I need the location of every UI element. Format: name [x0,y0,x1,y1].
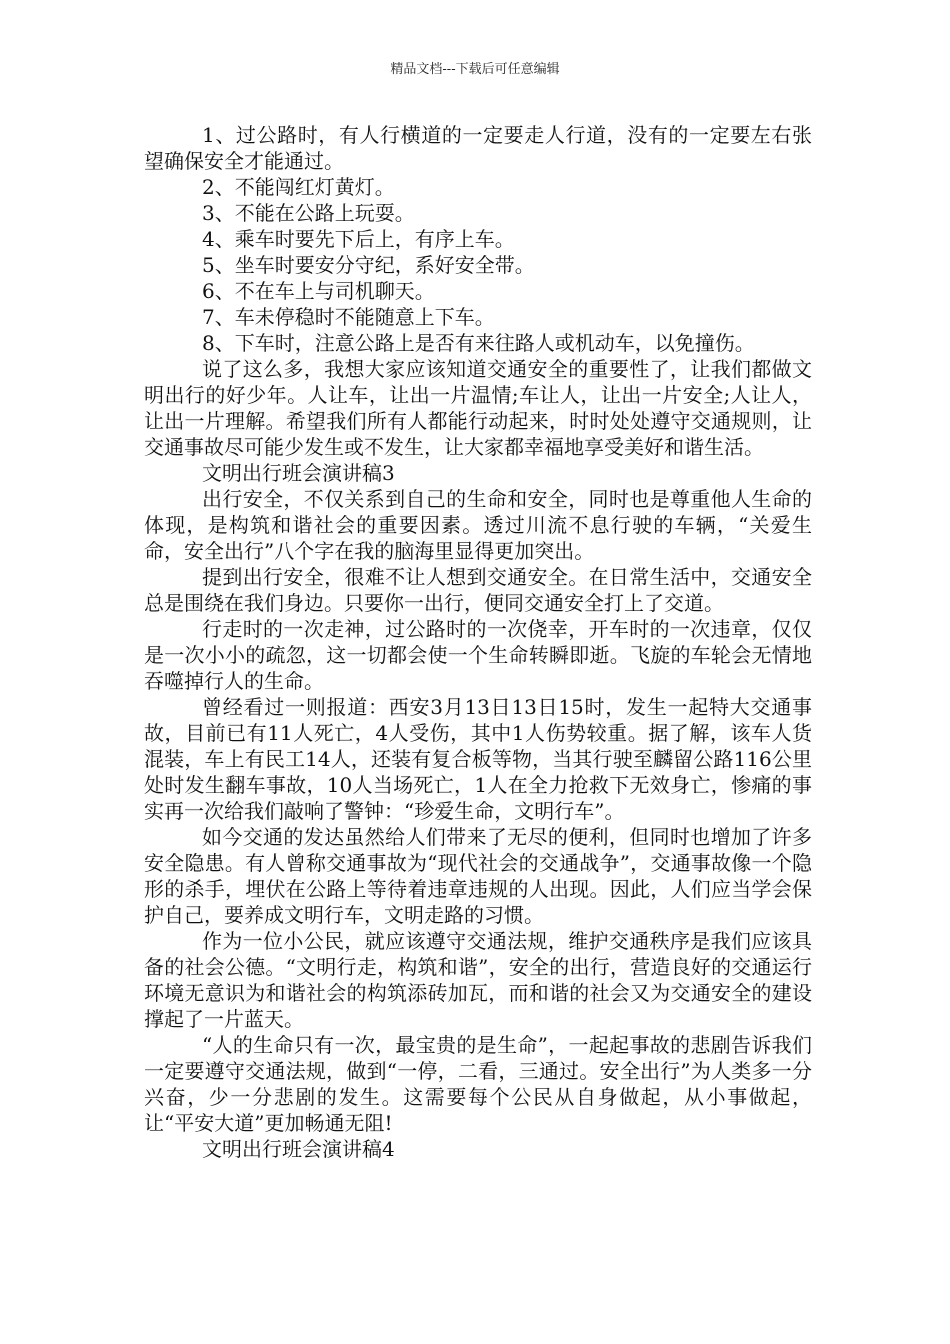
page-header: 精品文档---下载后可任意编辑 [390,62,560,77]
rule-item-2: 2、不能闯红灯黄灯。 [202,175,395,199]
speech3-title: 文明出行班会演讲稿3 [202,461,395,485]
rule-item-7: 7、车未停稳时不能随意上下车。 [202,305,495,329]
document-body [144,122,812,1162]
speech3-paragraph: 行走时的一次走神，过公路时的一次侥幸，开车时的一次违章，仅仅是一次小小的疏忽，这一切都会使一个生命转瞬即逝。飞旋的车轮会无情地吞噬掉行人的生命。 [144,617,812,693]
rule-item-6: 6、不在车上与司机聊天。 [202,279,435,303]
speech3-paragraph: 曾经看过一则报道：西安3月13日13日15时，发生一起特大交通事故，目前已有11人死亡，4人受伤，其中1人伤势较重。据了解，该车人货混装，车上有民工14人，还装有复合板等物，当其行驶至麟留公路116公里处时发生翻车事故，10人当场死亡，1人在全力抢救下无效身亡，惨痛的事实再一次给我们敲响了警钟：“珍爱生命，文明行车”。 [144,695,812,823]
speech3-paragraph: 作为一位小公民，就应该遵守交通法规，维护交通秩序是我们应该具备的社会公德。“文明行走，构筑和谐”，安全的出行，营造良好的交通运行环境无意识为和谐社会的构筑添砖加瓦，而和谐的社会又为交通安全的建设撑起了一片蓝天。 [144,929,812,1031]
rule-item-5: 5、坐车时要安分守纪，系好安全带。 [202,253,535,277]
closing-paragraph: 说了这么多，我想大家应该知道交通安全的重要性了，让我们都做文明出行的好少年。人让车，让出一片温情;车让人，让出一片安全;人让人，让出一片理解。希望我们所有人都能行动起来，时时处处遵守交通规则，让交通事故尽可能少发生或不发生，让大家都幸福地享受美好和谐生活。 [144,357,812,459]
rule-item-4: 4、乘车时要先下后上，有序上车。 [202,227,515,251]
speech3-paragraph: 如今交通的发达虽然给人们带来了无尽的便利，但同时也增加了许多安全隐患。有人曾称交通事故为“现代社会的交通战争”，交通事故像一个隐形的杀手，埋伏在公路上等待着违章违规的人出现。因此，人们应当学会保护自己，要养成文明行车，文明走路的习惯。 [144,825,812,927]
speech4-title: 文明出行班会演讲稿4 [202,1137,395,1161]
speech3-paragraph: “人的生命只有一次，最宝贵的是生命”，一起起事故的悲剧告诉我们一定要遵守交通法规，做到“一停，二看，三通过。安全出行”为人类多一分兴奋，少一分悲剧的发生。这需要每个公民从自身做起，从小事做起，让“平安大道”更加畅通无阻! [144,1033,812,1135]
rule-item-1: 1、过公路时，有人行横道的一定要走人行道，没有的一定要左右张望确保安全才能通过。 [144,123,812,173]
rule-item-3: 3、不能在公路上玩耍。 [202,201,415,225]
rule-item-8: 8、下车时，注意公路上是否有来往路人或机动车，以免撞伤。 [202,331,755,355]
speech3-paragraph: 提到出行安全，很难不让人想到交通安全。在日常生活中，交通安全总是围绕在我们身边。只要你一出行，便同交通安全打上了交道。 [144,565,812,615]
speech3-paragraph: 出行安全，不仅关系到自己的生命和安全，同时也是尊重他人生命的体现，是构筑和谐社会的重要因素。透过川流不息行驶的车辆，“关爱生命，安全出行”八个字在我的脑海里显得更加突出。 [144,487,812,563]
